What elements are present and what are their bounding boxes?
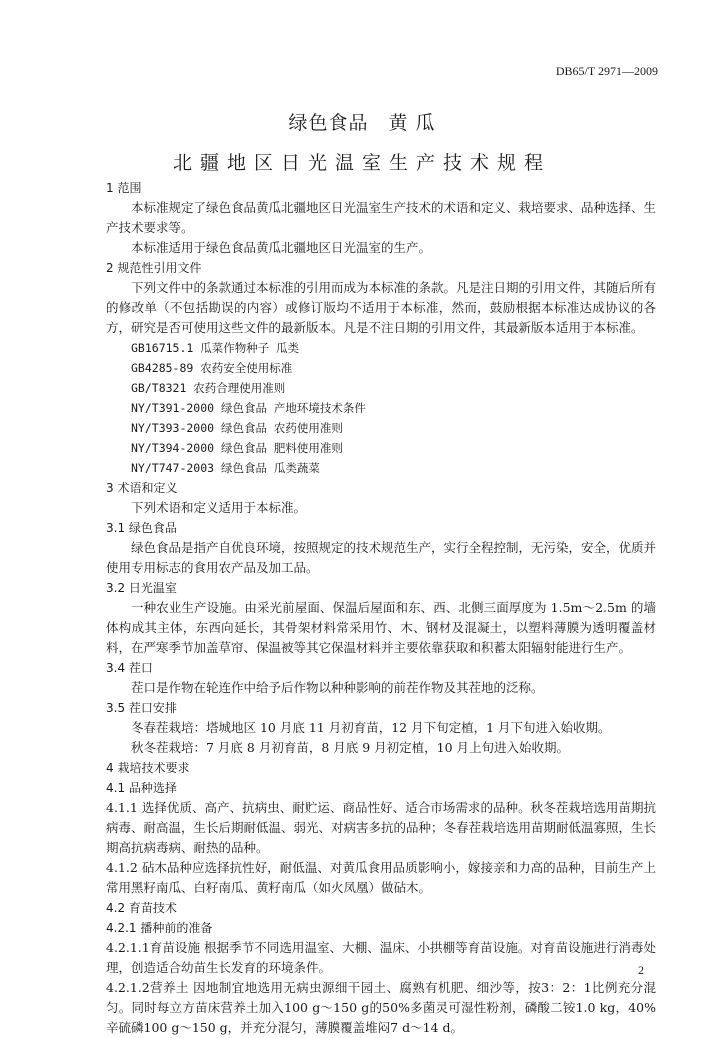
section-3-1-paragraph: 绿色食品是指产自优良环境，按照规定的技术规范生产，实行全程控制，无污染，安全，优质并使用专用标志的食用农产品及加工品。 xyxy=(106,540,657,575)
section-1-paragraph-1: 本标准规定了绿色食品黄瓜北疆地区日光温室生产技术的术语和定义、栽培要求、品种选择、生产技术要求等。 xyxy=(106,200,657,235)
section-3-5-heading: 3.5 茬口安排 xyxy=(106,701,177,715)
section-4-2-heading: 4.2 育苗技术 xyxy=(106,901,177,915)
section-3-paragraph: 下列术语和定义适用于本标准。 xyxy=(131,500,307,515)
page-number: 2 xyxy=(638,963,644,977)
section-3-5-paragraph-1: 冬春茬栽培：塔城地区 10 月底 11 月初育苗，12 月下旬定植，1 月下旬进入始收期。 xyxy=(131,720,611,735)
section-4-1-1-paragraph: 4.1.1 选择优质、高产、抗病虫、耐贮运、商品性好、适合市场需求的品种。秋冬茬栽培选用苗期抗病毒、耐高温，生长后期耐低温、弱光、对病害多抗的品种；冬春茬栽培选用苗期耐低温寡照，生长期高抗病毒病、耐热的品种。 xyxy=(106,800,657,855)
reference-item: GB16715.1 瓜菜作物种子 瓜类 xyxy=(131,341,300,355)
section-3-1-heading: 3.1 绿色食品 xyxy=(106,521,177,535)
section-3-2-paragraph: 一种农业生产设施。由采光前屋面、保温后屋面和东、西、北侧三面厚度为 1.5m～2.5m 的墙体构成其主体，东西向延长，其骨架材料常采用竹、木、钢材及混凝土，以塑料薄膜为透明覆盖材料，在严寒季节加盖草帘、保温被等其它保温材料并主要依靠获取和积蓄太阳辐射能进行生产。 xyxy=(106,600,656,655)
reference-item: GB4285-89 农药安全使用标准 xyxy=(131,361,293,375)
section-1-paragraph-2: 本标准适用于绿色食品黄瓜北疆地区日光温室的生产。 xyxy=(131,240,432,255)
section-4-1-heading: 4.1 品种选择 xyxy=(106,781,177,795)
reference-item: NY/T393-2000 绿色食品 农药使用准则 xyxy=(131,421,343,435)
section-4-heading: 4 栽培技术要求 xyxy=(106,761,190,775)
section-2-heading: 2 规范性引用文件 xyxy=(106,261,202,275)
document-body xyxy=(106,178,656,1038)
reference-item: NY/T394-2000 绿色食品 肥料使用准则 xyxy=(131,441,343,455)
section-3-5-paragraph-2: 秋冬茬栽培：7 月底 8 月初育苗，8 月底 9 月初定植，10 月上旬进入始收期。 xyxy=(131,740,570,755)
section-3-4-paragraph: 茬口是作物在轮连作中给予后作物以种种影响的前茬作物及其茬地的泛称。 xyxy=(131,680,544,695)
section-4-2-1-1-paragraph: 4.2.1.1育苗设施 根据季节不同选用温室、大棚、温床、小拱棚等育苗设施。对育苗设施进行消毒处理，创造适合幼苗生长发育的环境条件。 xyxy=(106,940,656,975)
section-4-1-2-paragraph: 4.1.2 砧木品种应选择抗性好，耐低温、对黄瓜食用品质影响小，嫁接亲和力高的品种，目前生产上常用黑籽南瓜、白籽南瓜、黄籽南瓜（如火凤凰）做砧木。 xyxy=(106,860,656,895)
document-subtitle: 北疆地区日光温室生产技术规程 xyxy=(172,152,551,174)
reference-item: NY/T391-2000 绿色食品 产地环境技术条件 xyxy=(131,401,366,415)
document-title: 绿色食品 黄 瓜 xyxy=(288,112,436,134)
section-4-2-1-2-paragraph: 4.2.1.2营养土 因地制宜地选用无病虫源细干园土、腐熟有机肥、细沙等，按3：2：1比例充分混匀。同时每立方苗床营养土加入100 g～150 g的50%多菌灵可湿性粉剂，磷酸二铵1.0 kg，40%辛硫磷100 g～150 g，并充分混匀，薄膜覆盖堆闷7 d～14 d。 xyxy=(106,980,656,1035)
section-4-2-1-heading: 4.2.1 播种前的准备 xyxy=(106,921,213,935)
section-1-heading: 1 范围 xyxy=(106,181,142,195)
section-3-4-heading: 3.4 茬口 xyxy=(106,661,153,675)
reference-item: GB/T8321 农药合理使用准则 xyxy=(131,381,286,395)
section-3-heading: 3 术语和定义 xyxy=(106,481,178,495)
section-2-paragraph: 下列文件中的条款通过本标准的引用而成为本标准的条款。凡是注日期的引用文件，其随后所有的修改单（不包括勘误的内容）或修订版均不适用于本标准，然而，鼓励根据本标准达成协议的各方，研究是否可使用这些文件的最新版本。凡是不注日期的引用文件，其最新版本适用于本标准。 xyxy=(106,280,657,335)
section-3-2-heading: 3.2 日光温室 xyxy=(106,581,177,595)
standard-code: DB65/T 2971—2009 xyxy=(555,64,658,78)
reference-item: NY/T747-2003 绿色食品 瓜类蔬菜 xyxy=(131,461,320,475)
